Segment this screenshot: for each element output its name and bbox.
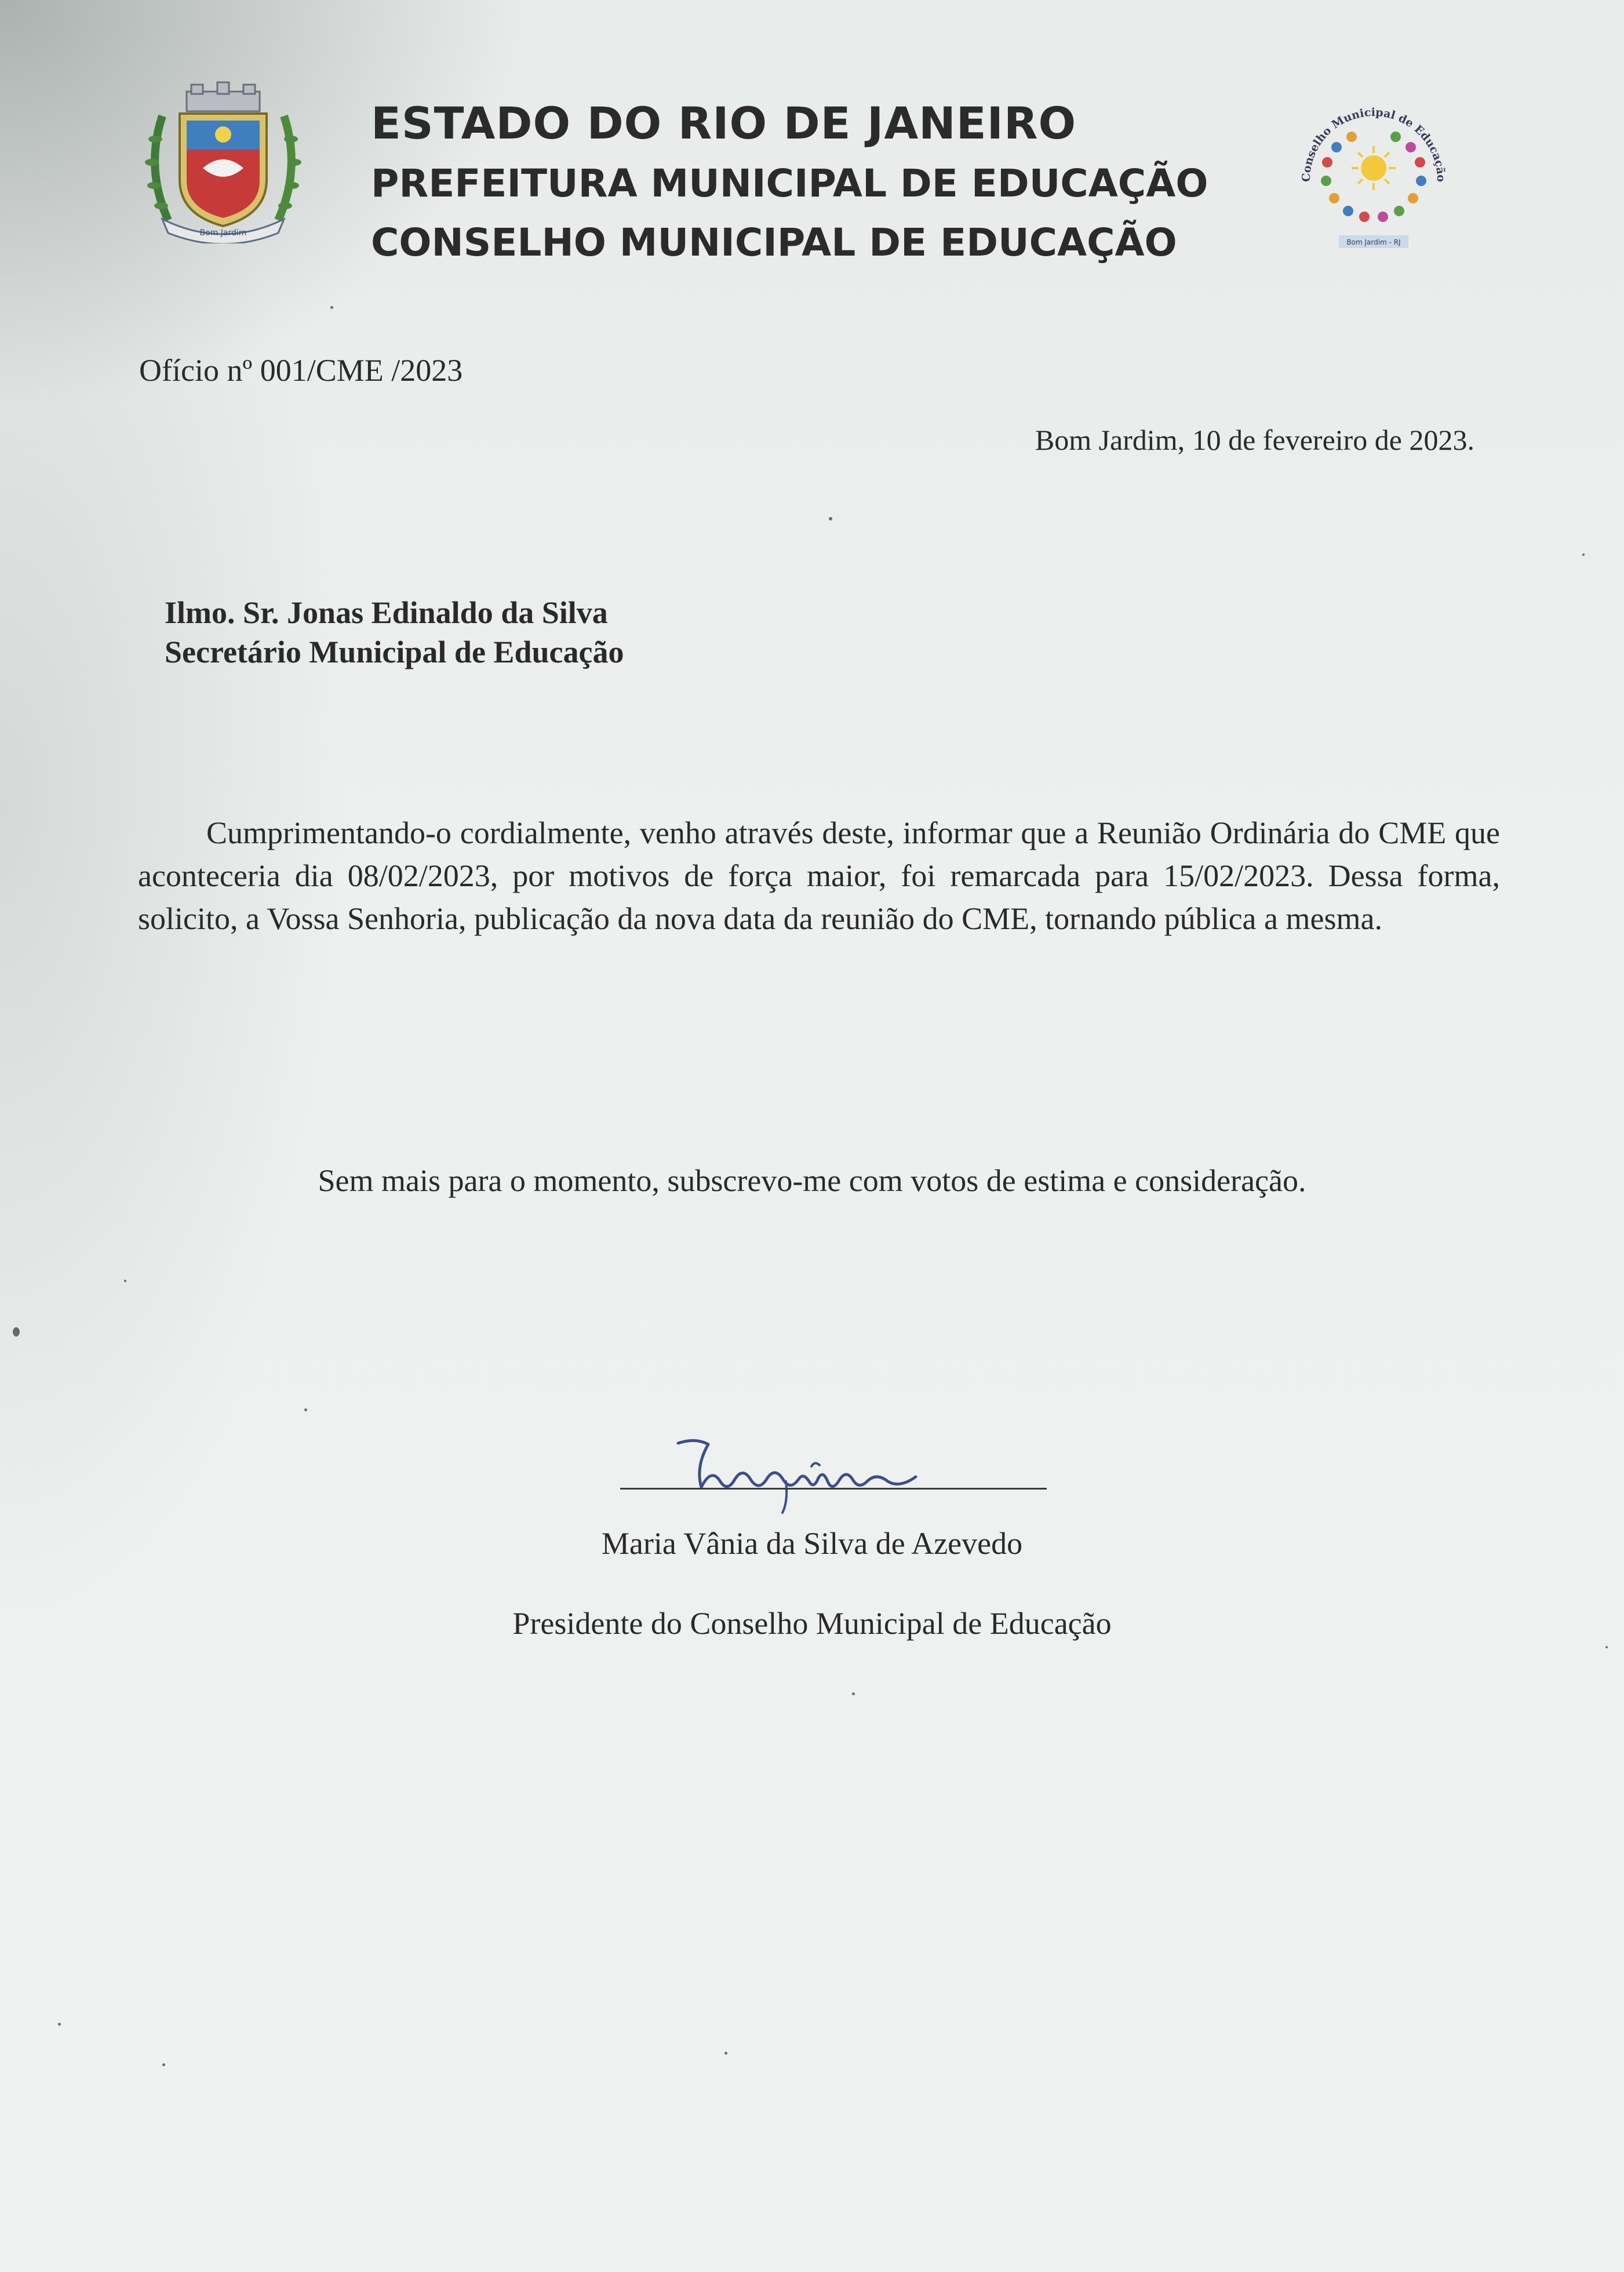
- paper-speck: [330, 306, 333, 309]
- letter-reference: Ofício nº 001/CME /2023: [139, 353, 463, 388]
- paper-speck: [1605, 1646, 1608, 1648]
- header-conselho: CONSELHO MUNICIPAL DE EDUCAÇÃO: [371, 220, 1177, 265]
- signer-name: Maria Vânia da Silva de Azevedo: [601, 1526, 1023, 1561]
- recipient-title: Secretário Municipal de Educação: [165, 635, 624, 669]
- signature-line: [620, 1488, 1047, 1490]
- header-prefeitura: PREFEITURA MUNICIPAL DE EDUCAÇÃO: [371, 161, 1208, 206]
- crest-motto: Bom Jardim: [199, 228, 247, 238]
- paper-speck: [1582, 554, 1585, 556]
- header-state: ESTADO DO RIO DE JANEIRO: [371, 97, 1077, 149]
- letter-body: Cumprimentando-o cordialmente, venho através deste, informar que a Reunião Ordinária do CME que aconteceria dia 08/02/2023, por motivos de força maior, foi remarcada para 15/02/2023. Dessa forma, solicito, a Vossa Senhoria, publicação da nova data da reunião do CME, tornando pública a mesma.: [138, 815, 1500, 936]
- paper-speck: [13, 1327, 20, 1337]
- paper-speck: [724, 2052, 727, 2055]
- conselho-municipal-de-educacao-logo-icon: [1287, 93, 1461, 255]
- signer-title: Presidente do Conselho Municipal de Educação: [512, 1606, 1112, 1641]
- logo-footer-text: Bom Jardim - RJ: [1346, 238, 1401, 246]
- paper-speck: [162, 2063, 165, 2066]
- letter-closing: Sem mais para o momento, subscrevo-me com votos de estima e consideração.: [318, 1163, 1306, 1198]
- paper-speck: [852, 1692, 855, 1695]
- paper-speck: [304, 1408, 307, 1411]
- recipient-name: Ilmo. Sr. Jonas Edinaldo da Silva: [165, 595, 608, 630]
- letter-place-date: Bom Jardim, 10 de fevereiro de 2023.: [1035, 424, 1474, 456]
- handwritten-signature-icon: [672, 1432, 927, 1519]
- logo-ring-text: Conselho Municipal de Educação: [1299, 105, 1448, 183]
- paper-speck: [829, 517, 832, 520]
- paper-speck: [58, 2023, 61, 2026]
- municipal-coat-of-arms-icon: [139, 81, 307, 243]
- paper-speck: [124, 1280, 126, 1282]
